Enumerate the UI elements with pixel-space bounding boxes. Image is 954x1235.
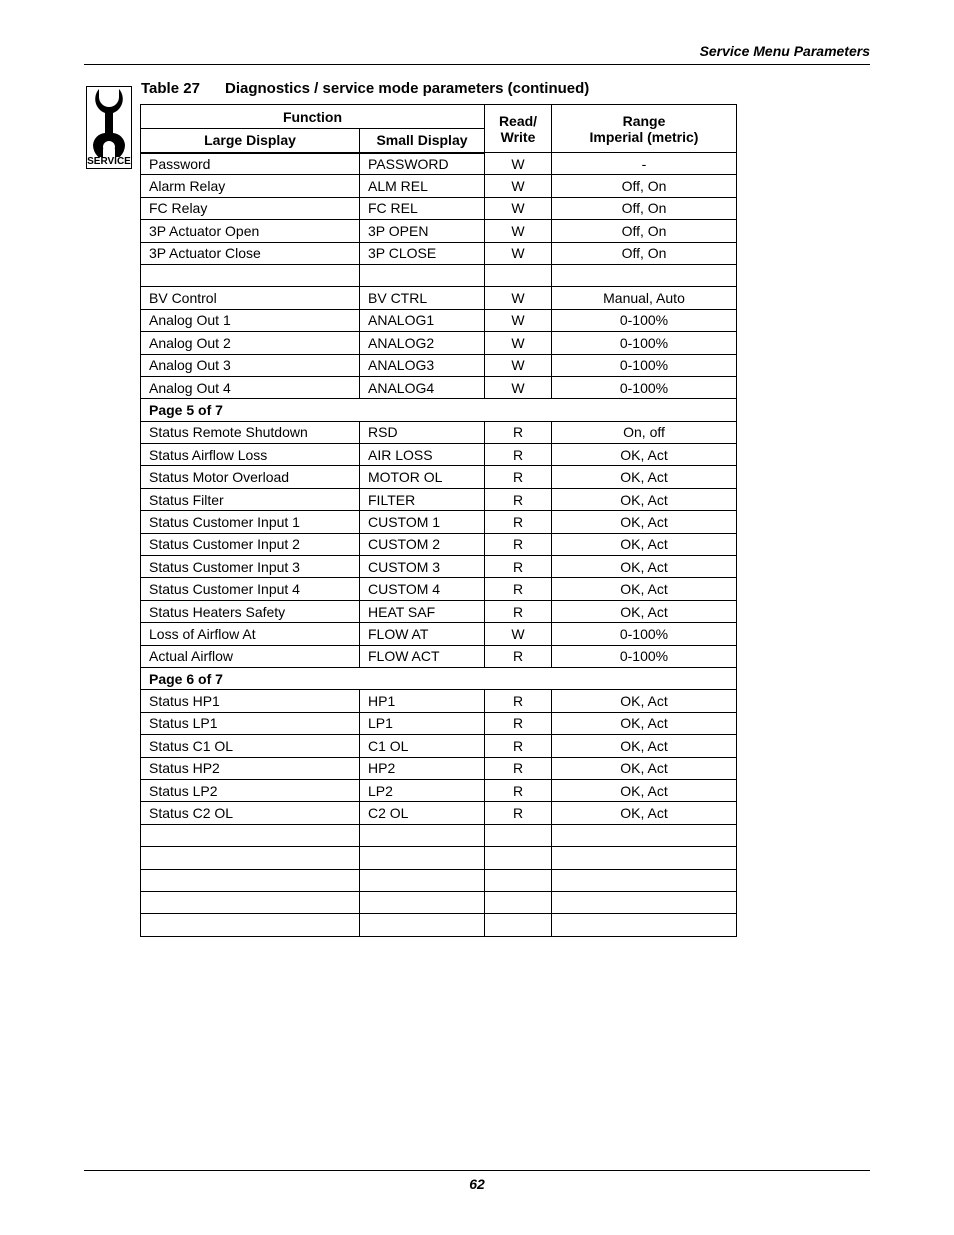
table-row xyxy=(141,735,737,757)
cell-large-display: Status Customer Input 2 xyxy=(141,533,360,555)
cell-small-display: LP2 xyxy=(360,779,485,801)
section-label: Page 6 of 7 xyxy=(141,667,737,689)
cell-range xyxy=(552,264,737,286)
table-row xyxy=(141,891,737,913)
cell-range: OK, Act xyxy=(552,779,737,801)
cell-range xyxy=(552,891,737,913)
cell-large-display: Analog Out 1 xyxy=(141,309,360,331)
small-display-header: Small Display xyxy=(360,129,485,153)
cell-small-display: HP1 xyxy=(360,690,485,712)
header-rule xyxy=(84,64,870,65)
table-row xyxy=(141,332,737,354)
table-row xyxy=(141,623,737,645)
cell-large-display: Status HP1 xyxy=(141,690,360,712)
cell-small-display: ANALOG2 xyxy=(360,332,485,354)
cell-read-write: W xyxy=(485,623,552,645)
table-row xyxy=(141,376,737,398)
cell-range: 0-100% xyxy=(552,354,737,376)
cell-range xyxy=(552,824,737,846)
cell-read-write xyxy=(485,824,552,846)
section-row xyxy=(141,399,737,421)
cell-small-display: MOTOR OL xyxy=(360,466,485,488)
table-row xyxy=(141,533,737,555)
cell-range: 0-100% xyxy=(552,623,737,645)
cell-range: OK, Act xyxy=(552,757,737,779)
cell-range: OK, Act xyxy=(552,533,737,555)
table-row xyxy=(141,712,737,734)
cell-large-display: Status Filter xyxy=(141,488,360,510)
cell-read-write: R xyxy=(485,421,552,443)
cell-read-write: R xyxy=(485,757,552,779)
cell-range: OK, Act xyxy=(552,466,737,488)
cell-range: OK, Act xyxy=(552,444,737,466)
cell-read-write: W xyxy=(485,175,552,197)
cell-large-display xyxy=(141,914,360,936)
cell-read-write: R xyxy=(485,735,552,757)
table-row xyxy=(141,197,737,219)
cell-range: 0-100% xyxy=(552,332,737,354)
cell-small-display: ANALOG3 xyxy=(360,354,485,376)
cell-small-display: FC REL xyxy=(360,197,485,219)
cell-small-display: 3P CLOSE xyxy=(360,242,485,264)
cell-large-display: Status C1 OL xyxy=(141,735,360,757)
cell-large-display: Status LP1 xyxy=(141,712,360,734)
cell-large-display: Status Customer Input 3 xyxy=(141,556,360,578)
cell-small-display: CUSTOM 1 xyxy=(360,511,485,533)
cell-read-write: W xyxy=(485,197,552,219)
cell-read-write: W xyxy=(485,153,552,175)
cell-range: 0-100% xyxy=(552,645,737,667)
table-row xyxy=(141,444,737,466)
cell-read-write: R xyxy=(485,645,552,667)
cell-range xyxy=(552,869,737,891)
table-caption xyxy=(141,80,589,97)
cell-small-display: CUSTOM 4 xyxy=(360,578,485,600)
cell-large-display: Analog Out 2 xyxy=(141,332,360,354)
page-number: 62 xyxy=(469,1176,485,1192)
cell-read-write: R xyxy=(485,533,552,555)
cell-large-display: Analog Out 3 xyxy=(141,354,360,376)
section-row xyxy=(141,667,737,689)
cell-range: OK, Act xyxy=(552,802,737,824)
cell-small-display xyxy=(360,264,485,286)
wrench-icon xyxy=(87,87,131,157)
table-row xyxy=(141,600,737,622)
cell-read-write: W xyxy=(485,220,552,242)
cell-small-display: ALM REL xyxy=(360,175,485,197)
table-row xyxy=(141,779,737,801)
cell-small-display xyxy=(360,891,485,913)
cell-range: Off, On xyxy=(552,175,737,197)
table-row xyxy=(141,287,737,309)
cell-range: OK, Act xyxy=(552,488,737,510)
cell-read-write: W xyxy=(485,309,552,331)
cell-read-write: R xyxy=(485,556,552,578)
range-header: Range Imperial (metric) xyxy=(552,105,737,153)
cell-range: OK, Act xyxy=(552,600,737,622)
cell-large-display: Status Customer Input 1 xyxy=(141,511,360,533)
table-row xyxy=(141,220,737,242)
cell-large-display: 3P Actuator Open xyxy=(141,220,360,242)
cell-range: - xyxy=(552,153,737,175)
table-row xyxy=(141,645,737,667)
cell-range: 0-100% xyxy=(552,309,737,331)
cell-small-display: CUSTOM 2 xyxy=(360,533,485,555)
cell-read-write: R xyxy=(485,802,552,824)
cell-large-display xyxy=(141,891,360,913)
cell-range xyxy=(552,914,737,936)
cell-small-display: FLOW AT xyxy=(360,623,485,645)
cell-range: Off, On xyxy=(552,197,737,219)
cell-read-write xyxy=(485,891,552,913)
cell-large-display: 3P Actuator Close xyxy=(141,242,360,264)
table-row xyxy=(141,757,737,779)
cell-small-display: HEAT SAF xyxy=(360,600,485,622)
cell-large-display: Status Customer Input 4 xyxy=(141,578,360,600)
cell-read-write xyxy=(485,264,552,286)
cell-large-display: Actual Airflow xyxy=(141,645,360,667)
cell-range: OK, Act xyxy=(552,735,737,757)
table-row xyxy=(141,511,737,533)
cell-small-display: HP2 xyxy=(360,757,485,779)
cell-read-write: W xyxy=(485,287,552,309)
cell-range: Off, On xyxy=(552,242,737,264)
cell-read-write: W xyxy=(485,376,552,398)
cell-large-display: Alarm Relay xyxy=(141,175,360,197)
read-write-header: Read/ Write xyxy=(485,105,552,153)
table-row xyxy=(141,264,737,286)
service-badge xyxy=(86,86,132,169)
cell-small-display: FILTER xyxy=(360,488,485,510)
table-row xyxy=(141,869,737,891)
cell-small-display: 3P OPEN xyxy=(360,220,485,242)
cell-large-display: Status C2 OL xyxy=(141,802,360,824)
section-label: Page 5 of 7 xyxy=(141,399,737,421)
cell-read-write: R xyxy=(485,466,552,488)
table-title: Diagnostics / service mode parameters (continued) xyxy=(225,80,590,97)
cell-large-display: Status LP2 xyxy=(141,779,360,801)
cell-read-write: R xyxy=(485,712,552,734)
cell-small-display: C1 OL xyxy=(360,735,485,757)
table-row xyxy=(141,354,737,376)
cell-range: Off, On xyxy=(552,220,737,242)
cell-range: OK, Act xyxy=(552,511,737,533)
cell-small-display: C2 OL xyxy=(360,802,485,824)
cell-read-write xyxy=(485,914,552,936)
cell-read-write: R xyxy=(485,600,552,622)
cell-large-display: Status Heaters Safety xyxy=(141,600,360,622)
cell-small-display xyxy=(360,914,485,936)
table-row xyxy=(141,242,737,264)
table-row xyxy=(141,153,737,175)
table-row xyxy=(141,421,737,443)
cell-small-display: RSD xyxy=(360,421,485,443)
footer-rule xyxy=(84,1170,870,1171)
cell-range: OK, Act xyxy=(552,578,737,600)
cell-read-write: R xyxy=(485,444,552,466)
cell-large-display: Status HP2 xyxy=(141,757,360,779)
cell-large-display: Analog Out 4 xyxy=(141,376,360,398)
cell-read-write: R xyxy=(485,511,552,533)
cell-large-display: BV Control xyxy=(141,287,360,309)
cell-small-display: BV CTRL xyxy=(360,287,485,309)
cell-large-display: Status Motor Overload xyxy=(141,466,360,488)
cell-range: Manual, Auto xyxy=(552,287,737,309)
large-display-header: Large Display xyxy=(141,129,360,153)
cell-small-display: AIR LOSS xyxy=(360,444,485,466)
cell-small-display xyxy=(360,847,485,869)
cell-large-display: Password xyxy=(141,153,360,175)
cell-range: OK, Act xyxy=(552,556,737,578)
cell-large-display: Status Airflow Loss xyxy=(141,444,360,466)
table-number: Table 27 xyxy=(141,80,200,97)
cell-small-display xyxy=(360,869,485,891)
cell-range: 0-100% xyxy=(552,376,737,398)
cell-large-display: Status Remote Shutdown xyxy=(141,421,360,443)
parameters-table xyxy=(140,104,737,937)
cell-large-display xyxy=(141,824,360,846)
cell-small-display xyxy=(360,824,485,846)
table-row xyxy=(141,847,737,869)
cell-read-write xyxy=(485,869,552,891)
service-label: SERVICE xyxy=(87,156,131,167)
function-header: Function xyxy=(141,105,485,129)
cell-small-display: LP1 xyxy=(360,712,485,734)
running-header: Service Menu Parameters xyxy=(699,43,870,59)
table-row xyxy=(141,556,737,578)
cell-small-display: FLOW ACT xyxy=(360,645,485,667)
cell-large-display xyxy=(141,264,360,286)
table-row xyxy=(141,488,737,510)
cell-large-display: Loss of Airflow At xyxy=(141,623,360,645)
cell-read-write: R xyxy=(485,578,552,600)
table-body xyxy=(141,153,737,937)
cell-small-display: CUSTOM 3 xyxy=(360,556,485,578)
cell-range: On, off xyxy=(552,421,737,443)
cell-read-write xyxy=(485,847,552,869)
cell-range: OK, Act xyxy=(552,690,737,712)
cell-range xyxy=(552,847,737,869)
table-row xyxy=(141,690,737,712)
cell-large-display xyxy=(141,847,360,869)
cell-small-display: PASSWORD xyxy=(360,153,485,175)
table-row xyxy=(141,824,737,846)
cell-read-write: R xyxy=(485,690,552,712)
cell-read-write: W xyxy=(485,354,552,376)
cell-large-display xyxy=(141,869,360,891)
table-row xyxy=(141,309,737,331)
table-row xyxy=(141,914,737,936)
cell-small-display: ANALOG4 xyxy=(360,376,485,398)
cell-read-write: W xyxy=(485,242,552,264)
table-row xyxy=(141,802,737,824)
cell-range: OK, Act xyxy=(552,712,737,734)
table-row xyxy=(141,466,737,488)
cell-read-write: R xyxy=(485,488,552,510)
table-row xyxy=(141,578,737,600)
cell-small-display: ANALOG1 xyxy=(360,309,485,331)
cell-read-write: R xyxy=(485,779,552,801)
cell-large-display: FC Relay xyxy=(141,197,360,219)
cell-read-write: W xyxy=(485,332,552,354)
table-row xyxy=(141,175,737,197)
